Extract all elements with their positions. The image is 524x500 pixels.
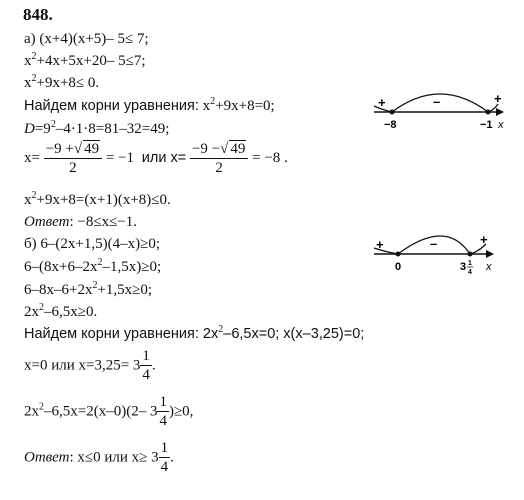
denominator: 2 [69,160,77,177]
expr-end: )≥0, [168,403,194,420]
expr-x: x [24,75,32,91]
part-b-answer [24,440,174,476]
numerator: 1 [159,440,171,458]
part-b-line-3 [24,280,153,298]
expr-rest: +9x+8=(x+1)(x+8)≤0. [36,192,171,208]
expr-x: x [24,53,32,69]
part-b-roots-line [24,324,365,342]
root-point-2 [486,110,491,115]
answer-text: : −8≤x≤−1. [69,214,138,230]
part-a-line-2 [24,51,146,69]
sign-minus: – [433,94,441,109]
expr-rest: +9x+8≤ 0. [36,75,100,91]
part-a-answer [24,215,137,230]
part-a-expression-1: (x+4)(x+5)– 5≤ 7; [39,31,149,47]
expr-part: =9 [34,121,51,137]
expr-rest: –4·1·8=81–32=49; [55,121,170,137]
exponent: 2 [31,51,37,62]
denominator: 4 [160,459,169,476]
solutions-text: x=0 или x=3,25= 3 [24,357,141,374]
denominator: 4 [142,367,150,384]
part-a-factored [24,190,171,208]
expr-rest: –1,5x)≥0; [102,259,162,275]
answer-label: Ответ [24,214,70,230]
root-label-1: −8 [384,119,397,131]
exponent: 2 [210,96,216,107]
part-a-label: а) [24,31,36,47]
expr-part: 6–8x–6+2x [24,282,93,298]
numerator: 1 [157,394,169,412]
problem-number: 848. [23,5,53,24]
roots-equation: –6,5x=0; x(x–3,25)=0; [223,326,365,342]
roots-intro-text: Найдем корни уравнения: [24,98,199,114]
axis-label: x [486,261,492,273]
part-a-line-1 [24,32,149,47]
exponent: 2 [31,73,37,84]
root-1-fraction: $\frac{-9 +√ 49}{2}$ [44,140,102,177]
root-1-value: = −1 [105,150,135,167]
root-point-2 [468,252,473,257]
sign-plus-right: + [480,232,488,247]
numerator-text: −9 + [45,141,74,157]
exponent: 2 [39,401,44,413]
sign-plus-right: + [494,91,502,106]
part-b-solutions [24,348,156,384]
root-label-2-denominator: 4 [468,269,472,276]
expr-part: 6–(8x+6–2x [24,259,98,275]
expr-rest: –6,5x=2(x–0)(2– 3 [44,403,158,420]
part-a-roots-formula [24,140,288,177]
axis-arrow-icon [486,250,494,258]
or-word: или x= [141,150,187,167]
root-label-2-whole: 3 [460,261,467,273]
expr-x: x [202,98,211,114]
part-b-line-2 [24,257,162,275]
exponent: 2 [97,257,103,268]
root-2-value: = −8 . [252,150,288,167]
expr-part: 2x [24,403,39,420]
expr-rest: –6,5x≥0. [44,304,98,320]
quarter-fraction [157,394,169,430]
sign-plus-left: + [378,95,386,110]
part-a-roots-line [24,96,275,114]
discriminant-symbol: D [24,121,35,137]
sign-minus: – [430,236,438,251]
period: . [170,449,174,466]
part-a-discriminant [24,119,170,137]
sqrt-value: 49 [230,141,246,157]
expr-x: x [24,192,32,208]
x-equals: x= [24,150,40,167]
roots-intro-text: Найдем корни уравнения: 2x [24,326,219,342]
root-point-1 [396,252,401,257]
answer-label: Ответ [24,449,70,466]
part-a-line-3 [24,73,100,91]
root-label-2-numerator: 1 [468,260,472,267]
part-b-factored [24,394,193,430]
numerator-text: −9 − [191,141,221,157]
expr-rest: +9x+8=0; [215,98,275,114]
denominator: 4 [159,413,167,430]
root-2-fraction: $\frac{-9 -√ 49}{2}$ [190,140,248,177]
axis-label: x [498,119,504,131]
root-point-1 [390,110,395,115]
root-label-1: 0 [395,261,402,273]
part-a-number-line [370,88,510,138]
exponent: 2 [50,119,56,130]
part-b-number-line [370,230,500,280]
numerator: 1 [140,348,152,366]
expr-part: 2x [24,304,39,320]
answer-text: : x≤0 или x≥ 3 [69,449,159,466]
exponent: 2 [92,280,98,291]
part-b-line-1 [24,237,160,252]
sqrt-value: 49 [84,141,100,157]
part-b-label: б) [24,236,37,252]
quarter-fraction [140,348,152,384]
part-b-line-4 [24,302,98,320]
expr-rest: +1,5x≥0; [97,282,153,298]
exponent: 2 [31,190,37,201]
axis-arrow-icon [496,108,504,116]
denominator: 2 [215,160,223,177]
part-b-expression-1: 6–(2x+1,5)(4–x)≥0; [40,236,160,252]
sign-plus-left: + [376,237,384,252]
period: . [151,357,156,374]
expr-rest: +4x+5x+20– 5≤7; [36,53,146,69]
quarter-fraction [159,440,171,476]
exponent: 2 [218,324,224,335]
root-label-2: −1 [480,119,493,131]
exponent: 2 [39,302,44,313]
